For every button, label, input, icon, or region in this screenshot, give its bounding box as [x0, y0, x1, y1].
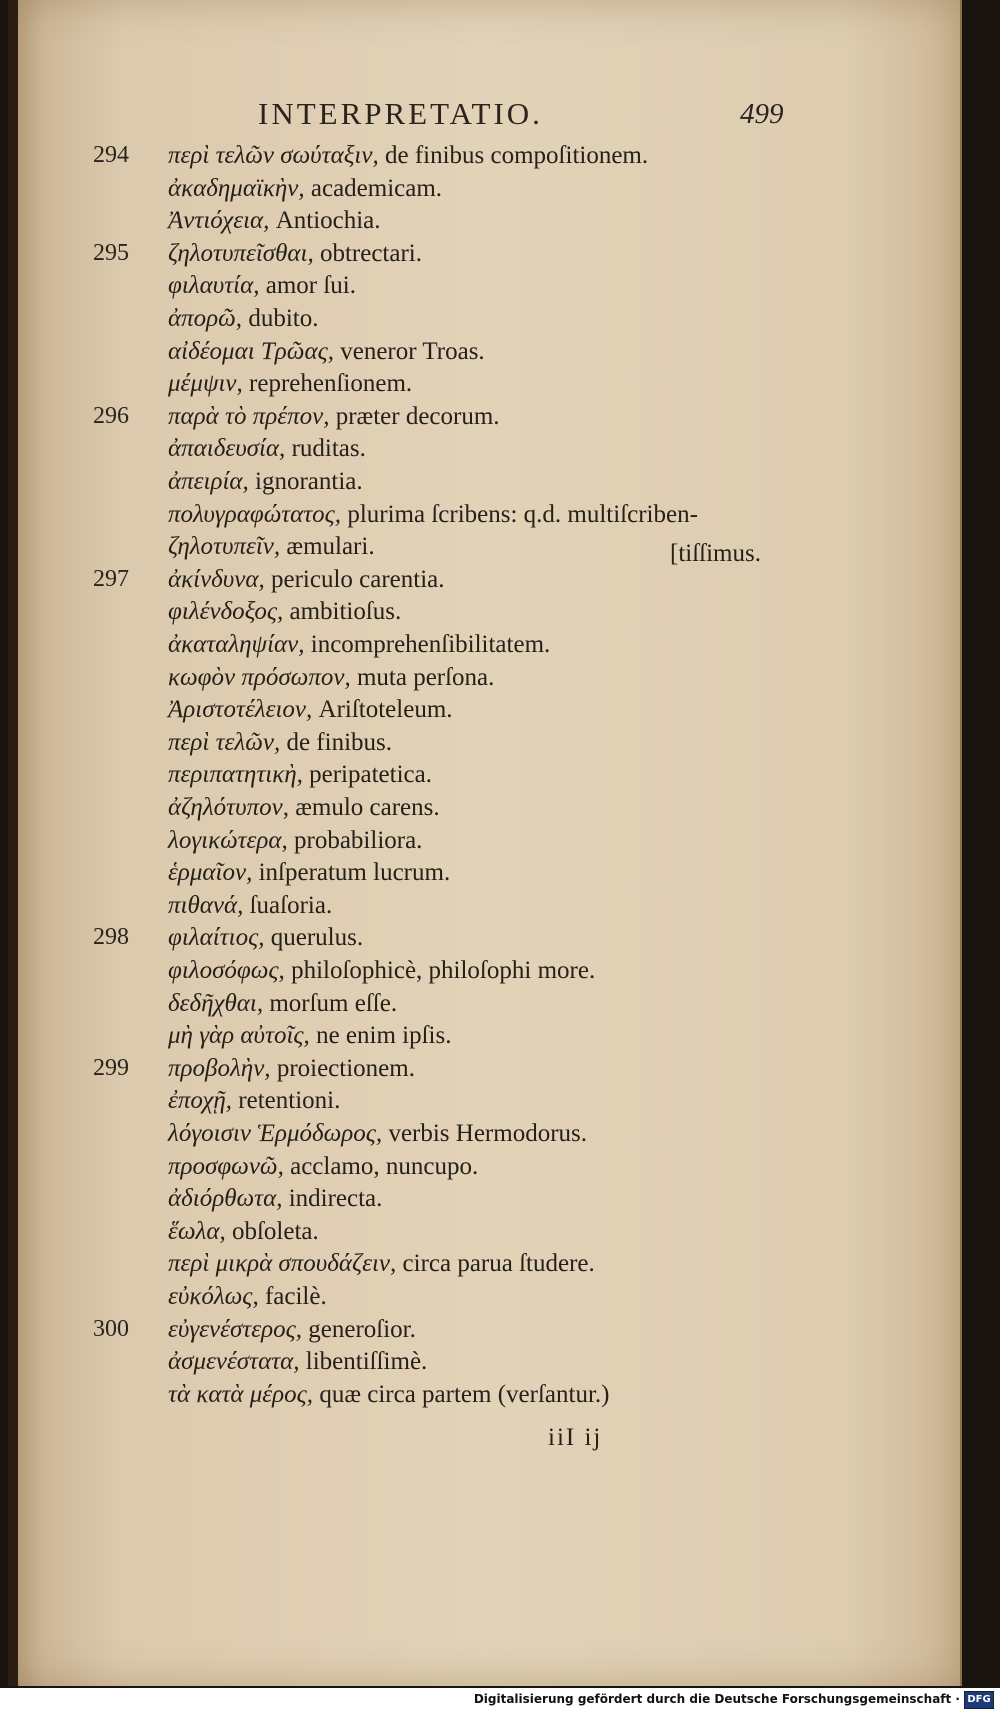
- entry-line: [8, 566, 960, 598]
- greek-term: ἑρμαῖον,: [168, 859, 253, 887]
- greek-term: ἕωλα,: [168, 1217, 226, 1245]
- entry-text: [168, 370, 412, 398]
- greek-term: φιλαίτιος,: [168, 924, 265, 952]
- entry-line: [8, 1381, 960, 1413]
- greek-term: ἐποχῇ,: [168, 1087, 233, 1115]
- greek-term: προβολὴν,: [168, 1054, 271, 1082]
- greek-term: περὶ τελῶν,: [168, 728, 281, 756]
- latin-translation: querulus.: [264, 924, 364, 952]
- entry-text: [168, 1283, 327, 1311]
- entry-line: [8, 533, 960, 565]
- entry-line: [8, 1250, 960, 1282]
- greek-term: μὴ γὰρ αὐτοῖς,: [168, 1022, 310, 1050]
- entry-line: [8, 1022, 960, 1054]
- latin-translation: veneror Troas.: [333, 337, 485, 365]
- entry-line: [8, 272, 960, 304]
- footer-credit: Digitalisierung gefördert durch die Deutsche Forschungsgemeinschaft ·: [473, 1692, 960, 1706]
- latin-translation: philoſophicè, philoſophi more.: [284, 957, 596, 984]
- section-number: 296: [93, 402, 129, 429]
- latin-translation: generoſior.: [302, 1315, 416, 1343]
- entry-text: [168, 403, 500, 431]
- entry-line: [8, 696, 960, 728]
- entry-line: [8, 468, 960, 500]
- entry-line: [8, 1316, 960, 1348]
- latin-translation: acclamo, nuncupo.: [283, 1152, 479, 1180]
- greek-term: ζηλοτυπεῖν,: [168, 533, 281, 561]
- section-number: 297: [93, 565, 129, 592]
- entry-text: [168, 1055, 415, 1083]
- section-number: 294: [93, 142, 129, 168]
- latin-translation: obtrectari.: [313, 239, 422, 267]
- greek-term: ἀπειρία,: [168, 468, 249, 495]
- entry-text: [168, 761, 432, 789]
- entry-line: [8, 957, 960, 989]
- entry-line: [8, 761, 960, 793]
- entry-text: [168, 1348, 427, 1376]
- greek-term: κωφὸν πρόσωπον,: [168, 663, 351, 691]
- entry-line: [8, 305, 960, 337]
- latin-translation: peripatetica.: [302, 761, 432, 789]
- greek-term: περὶ μικρὰ σπουδάζειν,: [168, 1250, 397, 1278]
- entry-text: [168, 729, 392, 757]
- greek-term: φιλένδοξος,: [168, 598, 284, 626]
- entry-text: [168, 175, 442, 203]
- entry-line: [8, 142, 960, 174]
- entry-text: [168, 566, 445, 594]
- section-number: 298: [93, 924, 129, 951]
- running-title: INTERPRETATIO.: [258, 96, 543, 131]
- entry-text: [168, 1218, 319, 1246]
- latin-translation: de finibus compoſitionem.: [378, 142, 649, 169]
- greek-term: περιπατητικὴ,: [168, 761, 303, 789]
- entry-text: [168, 598, 401, 626]
- section-number: 295: [93, 239, 129, 266]
- greek-term: Ἀριστοτέλειον,: [168, 696, 313, 724]
- latin-translation: Ariſtoteleum.: [312, 696, 453, 724]
- entry-text: [168, 1316, 416, 1344]
- latin-translation: morſum eſſe.: [263, 989, 398, 1017]
- entry-line: [8, 990, 960, 1022]
- latin-translation: proiectionem.: [270, 1054, 415, 1082]
- greek-term: παρὰ τὸ πρέπον,: [168, 402, 330, 430]
- greek-term: εὐγενέστερος,: [168, 1315, 302, 1343]
- greek-term: εὐκόλως,: [168, 1283, 259, 1310]
- entry-line: [8, 1055, 960, 1087]
- entry-text: [168, 859, 450, 887]
- greek-term: φιλοσόφως,: [168, 957, 285, 984]
- entry-line: [8, 598, 960, 630]
- latin-translation: muta perſona.: [350, 663, 495, 691]
- running-header: [8, 96, 960, 136]
- greek-term: πιθανά,: [168, 891, 244, 919]
- latin-translation: de finibus.: [280, 728, 392, 756]
- greek-term: ἀζηλότυπον,: [168, 794, 289, 821]
- entry-text: [168, 1153, 478, 1181]
- greek-term: ζηλοτυπεῖσθαι,: [168, 239, 314, 267]
- latin-translation: ſuaſoria.: [243, 891, 333, 919]
- greek-term: τὰ κατὰ μέρος,: [168, 1380, 314, 1408]
- entry-text: [168, 827, 422, 855]
- entry-line: [8, 1153, 960, 1185]
- entry-text: [168, 272, 356, 300]
- entry-line: [8, 892, 960, 924]
- greek-term: φιλαυτία,: [168, 272, 260, 300]
- entry-text: [168, 794, 440, 822]
- latin-translation: præter decorum.: [329, 402, 500, 430]
- entry-line: [8, 403, 960, 435]
- latin-translation: verbis Hermodorus.: [382, 1120, 588, 1147]
- latin-translation: plurima ſcribens: q.d. multiſcriben-: [341, 500, 698, 528]
- entry-line: [8, 1348, 960, 1380]
- latin-translation: ne enim ipſis.: [309, 1022, 452, 1050]
- latin-translation: facilè.: [258, 1283, 327, 1310]
- entry-text: [168, 338, 485, 366]
- greek-term: ἀπαιδευσία,: [168, 435, 286, 463]
- entry-line: [8, 1185, 960, 1217]
- latin-translation: quæ circa partem (verſantur.): [313, 1380, 610, 1408]
- entry-text: [168, 924, 363, 952]
- entry-line: [8, 370, 960, 402]
- latin-translation: dubito.: [242, 305, 319, 332]
- entry-text: [168, 1381, 609, 1409]
- entry-text: [168, 957, 595, 985]
- entry-line: [8, 859, 960, 891]
- entry-text: [168, 1087, 340, 1115]
- entry-line: [8, 924, 960, 956]
- entry-line: [8, 1218, 960, 1250]
- entry-text: [168, 664, 494, 692]
- latin-translation: æmulo carens.: [288, 794, 440, 821]
- entry-text: [168, 696, 453, 724]
- entry-line: [8, 729, 960, 761]
- entry-line: [8, 1120, 960, 1152]
- latin-translation: inſperatum lucrum.: [252, 859, 451, 887]
- entry-text: [168, 990, 397, 1018]
- latin-translation: ruditas.: [285, 435, 366, 463]
- greek-term: ἀκίνδυνα,: [168, 565, 265, 593]
- signature-mark: iiI ij: [548, 1424, 603, 1451]
- greek-term: ἀκαταληψίαν,: [168, 631, 305, 658]
- greek-term: ἀπορῶ,: [168, 305, 243, 332]
- entry-line: [8, 175, 960, 207]
- footer-bar: [0, 1688, 1000, 1713]
- latin-translation: reprehenſionem.: [242, 370, 413, 398]
- greek-term: προσφωνῶ,: [168, 1152, 284, 1180]
- latin-translation: retentioni.: [232, 1087, 341, 1115]
- latin-translation: libentiſſimè.: [299, 1348, 428, 1376]
- latin-translation: indirecta.: [282, 1185, 383, 1213]
- entry-text: [168, 1022, 451, 1050]
- entry-line: [8, 794, 960, 826]
- entry-line: [8, 664, 960, 696]
- section-number: 299: [93, 1054, 129, 1081]
- greek-term: περὶ τελῶν σωύταξιν,: [168, 142, 379, 169]
- latin-translation: probabiliora.: [287, 826, 423, 854]
- entry-text: [168, 1250, 595, 1278]
- greek-term: ἀκαδημαϊκὴν,: [168, 174, 305, 202]
- latin-translation: æmulari.: [280, 533, 375, 561]
- greek-term: λογικώτερα,: [168, 826, 288, 854]
- greek-term: πολυγραφώτατος,: [168, 500, 342, 528]
- entry-text: [168, 1120, 587, 1148]
- entry-text: [168, 533, 375, 561]
- latin-translation: ambitioſus.: [283, 598, 402, 626]
- book-page: [8, 0, 962, 1686]
- entry-line: [8, 240, 960, 272]
- entry-line: [8, 1283, 960, 1315]
- greek-term: Ἀντιόχεια,: [168, 207, 270, 235]
- entry-text: [168, 435, 366, 463]
- greek-term: ἀσμενέστατα,: [168, 1348, 300, 1376]
- latin-translation: obſoleta.: [225, 1217, 319, 1245]
- latin-translation: incomprehenſibilitatem.: [304, 631, 551, 658]
- entry-line: [8, 1087, 960, 1119]
- greek-term: αἰδέομαι Τρῶας,: [168, 337, 334, 365]
- entry-text: [168, 631, 550, 659]
- continuation-text: [tiſſimus.: [670, 540, 761, 567]
- entry-line: [8, 827, 960, 859]
- latin-translation: ignorantia.: [248, 468, 363, 495]
- entry-line: [8, 207, 960, 239]
- latin-translation: amor ſui.: [259, 272, 356, 300]
- entry-text: [168, 501, 698, 529]
- entry-text: [168, 305, 318, 333]
- latin-translation: academicam.: [304, 174, 443, 202]
- entry-text: [168, 142, 648, 170]
- entry-line: [8, 631, 960, 663]
- entry-line: [8, 435, 960, 467]
- entry-text: [168, 207, 381, 235]
- latin-translation: periculo carentia.: [264, 565, 445, 593]
- greek-term: λόγοισιν Ἑρμόδωρος,: [168, 1120, 383, 1147]
- greek-term: δεδῆχθαι,: [168, 989, 264, 1017]
- greek-term: μέμψιν,: [168, 370, 243, 398]
- page-number: 499: [740, 98, 784, 130]
- section-number: 300: [93, 1315, 129, 1342]
- greek-term: ἀδιόρθωτα,: [168, 1185, 283, 1213]
- entry-line: [8, 501, 960, 533]
- entry-text: [168, 468, 363, 496]
- latin-translation: circa parua ſtudere.: [396, 1250, 595, 1278]
- latin-translation: Antiochia.: [269, 207, 381, 235]
- entry-text: [168, 240, 422, 268]
- entry-text: [168, 892, 332, 920]
- dfg-logo: DFG: [964, 1691, 994, 1709]
- entry-text: [168, 1185, 382, 1213]
- entry-line: [8, 338, 960, 370]
